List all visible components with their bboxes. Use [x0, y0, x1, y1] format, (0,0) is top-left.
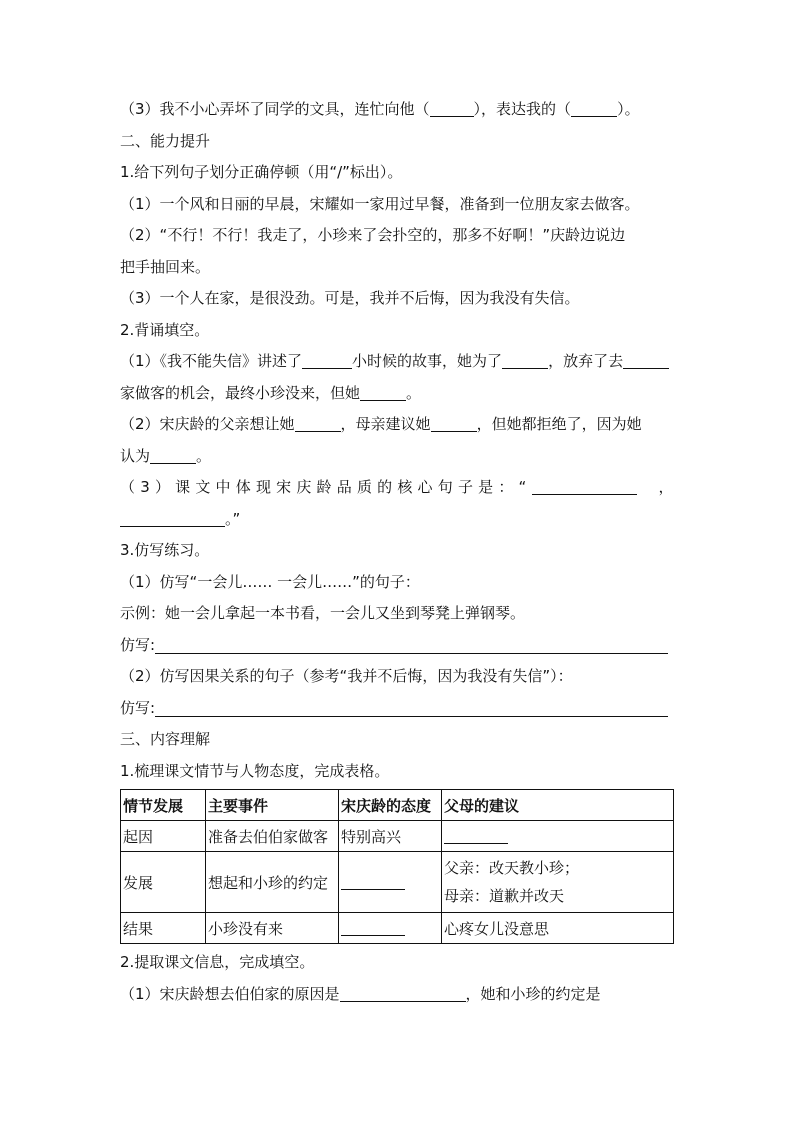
table-header: 情节发展: [121, 790, 206, 821]
recite-fill-2: （2）宋庆龄的父亲想让她 ，母亲建议她 ，但她都拒绝了，因为她: [120, 415, 642, 433]
answer-blank[interactable]: [532, 478, 637, 495]
answer-blank[interactable]: [341, 875, 405, 890]
answer-blank[interactable]: [360, 384, 406, 401]
cell-attitude: [339, 913, 442, 944]
answer-blank[interactable]: [502, 352, 548, 369]
worksheet-page: [120, 94, 675, 1010]
answer-blank[interactable]: [341, 921, 405, 936]
cell-stage: 发展: [121, 852, 206, 913]
question-title-3: 3.仿写练习。: [120, 541, 210, 559]
cell-attitude: [339, 852, 442, 913]
sentence-1: （1）一个风和日丽的早晨，宋耀如一家用过早餐，准备到一位朋友家去做客。: [120, 194, 640, 213]
answer-line[interactable]: [155, 698, 668, 717]
question-title-2: 2.背诵填空。: [120, 320, 210, 339]
answer-blank[interactable]: [302, 352, 352, 369]
sentence-3: （3）一个人在家，是很没劲。可是，我并不后悔，因为我没有失信。: [120, 289, 580, 307]
recite-fill-3: （3）课文中体现宋庆龄品质的核心句子是：“ ，: [120, 478, 674, 496]
answer-line[interactable]: [155, 635, 668, 654]
table-header: 父母的建议: [442, 790, 674, 821]
recite-fill-1-cont: 家做客的机会，最终小珍没来，但她 。: [120, 383, 422, 402]
answer-blank[interactable]: [340, 985, 466, 1002]
plot-attitude-table: [120, 789, 674, 944]
imitate-2-prompt: （2）仿写因果关系的句子（参考“我并不后悔，因为我没有失信”）：: [120, 667, 573, 685]
cell-attitude: 特别高兴: [339, 821, 442, 852]
question-3-3: （3）我不小心弄坏了同学的文具，连忙向他（ ），表达我的（ ）。: [120, 100, 640, 118]
table-row: [121, 821, 674, 852]
fill-reason: （1）宋庆龄想去伯伯家的原因是 ，她和小珍的约定是: [120, 984, 601, 1003]
cell-stage: 起因: [121, 821, 206, 852]
cell-event: 准备去伯伯家做客: [206, 821, 339, 852]
answer-blank[interactable]: [431, 415, 477, 432]
advice-father: 父亲：改天教小珍；: [444, 859, 580, 877]
sentence-2: （2）“不行！不行！我走了，小珍来了会扑空的，那多不好啊！”庆龄边说边: [120, 226, 626, 244]
answer-blank[interactable]: [430, 100, 474, 117]
cell-event: 想起和小珍的约定: [206, 852, 339, 913]
section-heading-2: 二、能力提升: [120, 131, 211, 150]
table-row: [121, 852, 674, 913]
table-header: 主要事件: [206, 790, 339, 821]
imitate-1-example: 示例：她一会儿拿起一本书看，一会儿又坐到琴凳上弹钢琴。: [120, 604, 526, 622]
answer-blank[interactable]: [571, 100, 617, 117]
answer-blank[interactable]: [623, 352, 669, 369]
question-title-table: 1.梳理课文情节与人物态度，完成表格。: [120, 761, 390, 780]
cell-stage: 结果: [121, 913, 206, 944]
cell-advice: [442, 821, 674, 852]
recite-fill-2-cont: 认为 。: [120, 446, 212, 465]
recite-fill-3-cont: 。”: [120, 504, 675, 536]
answer-blank[interactable]: [120, 510, 225, 527]
cell-event: 小珍没有来: [206, 913, 339, 944]
section-heading-3: 三、内容理解: [120, 730, 211, 748]
answer-blank[interactable]: [295, 415, 341, 432]
imitate-1-prompt: （1）仿写“一会儿…… 一会儿……”的句子：: [120, 572, 420, 591]
answer-blank[interactable]: [444, 829, 508, 844]
question-title-fill: 2.提取课文信息，完成填空。: [120, 953, 315, 971]
cell-advice: 心疼女儿没意思: [442, 913, 674, 944]
imitate-2-answer: 仿写:: [120, 693, 675, 725]
table-header-row: [121, 790, 674, 821]
sentence-2-cont: 把手抽回来。: [120, 257, 211, 276]
table-header: 宋庆龄的态度: [339, 790, 442, 821]
question-title-1: 1.给下列句子划分正确停顿（用“/”标出）。: [120, 163, 403, 181]
advice-mother: 母亲：道歉并改天: [444, 887, 565, 905]
answer-blank[interactable]: [150, 447, 196, 464]
recite-fill-1: （1）《我不能失信》讲述了 小时候的故事，她为了 ，放弃了去: [120, 346, 675, 378]
imitate-1-answer: 仿写:: [120, 630, 675, 662]
cell-advice: [442, 852, 674, 913]
table-row: [121, 913, 674, 944]
